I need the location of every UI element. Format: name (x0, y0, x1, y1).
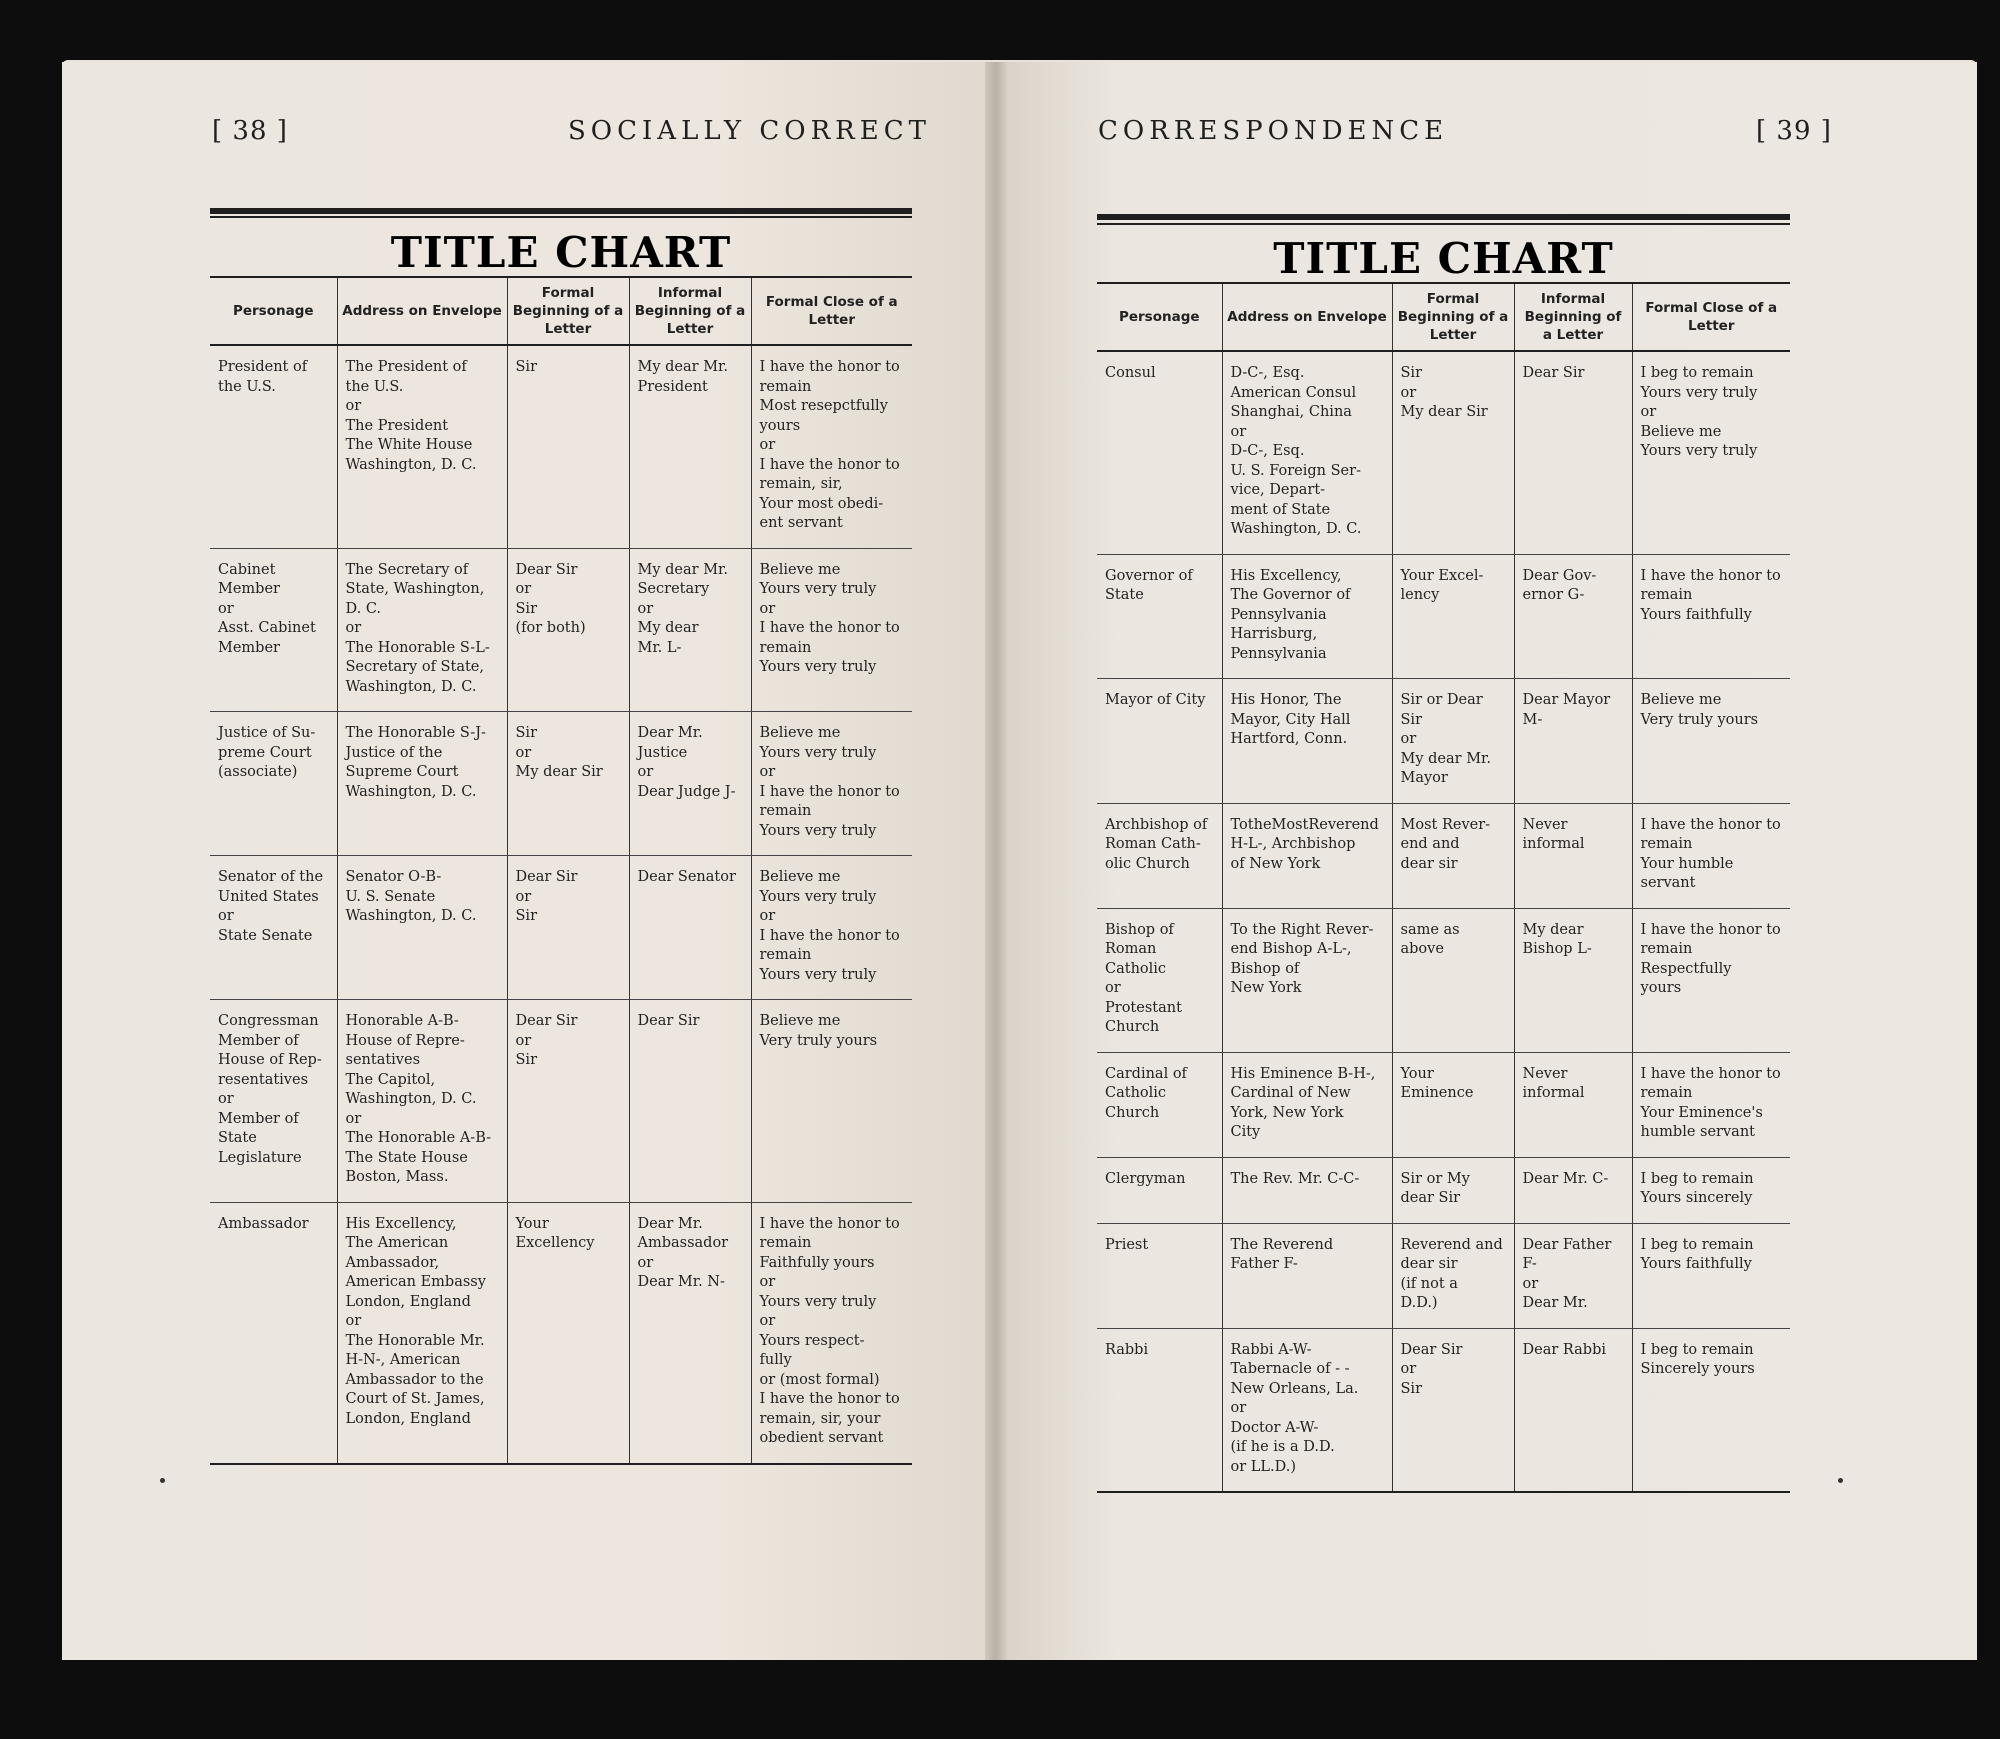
running-head-right: CORRESPONDENCE (1098, 116, 1449, 146)
column-header: Formal Close of a Letter (1632, 283, 1790, 351)
table-cell: Ambassador (210, 1202, 337, 1464)
table-cell: Dear Sir (629, 1000, 751, 1203)
table-cell: To the Right Rever- end Bishop A-L-, Bishop of New York (1222, 908, 1392, 1052)
table-cell: Dear Rabbi (1514, 1328, 1632, 1492)
table-row (1097, 1328, 1790, 1492)
table-cell: I beg to remain Yours faithfully (1632, 1223, 1790, 1328)
table-cell: His Excellency, The Governor of Pennsylvania Harrisburg, Pennsylvania (1222, 554, 1392, 679)
table-row (1097, 908, 1790, 1052)
table-cell: Consul (1097, 351, 1222, 554)
table-cell: I have the honor to remain Yours faithfully (1632, 554, 1790, 679)
table-row (1097, 679, 1790, 804)
column-header: Informal Beginning of a Letter (629, 277, 751, 345)
table-cell: Believe me Yours very truly or I have the honor to remain Yours very truly (751, 548, 912, 712)
table-cell: Dear Father F- or Dear Mr. (1514, 1223, 1632, 1328)
table-cell: Sir or My dear Sir (507, 712, 629, 856)
column-header: Address on Envelope (337, 277, 507, 345)
column-header: Informal Beginning of a Letter (1514, 283, 1632, 351)
column-header: Formal Beginning of a Letter (1392, 283, 1514, 351)
table-row (210, 856, 912, 1000)
table-row (1097, 554, 1790, 679)
table-cell: I have the honor to remain Your Eminence's humble servant (1632, 1052, 1790, 1157)
column-header: Formal Beginning of a Letter (507, 277, 629, 345)
table-cell: Your Eminence (1392, 1052, 1514, 1157)
table-cell: Dear Sir or Sir (507, 1000, 629, 1203)
header-rule-right-thin (1097, 223, 1790, 225)
table-cell: Archbishop of Roman Cath- olic Church (1097, 803, 1222, 908)
header-rule-left-thin (210, 216, 912, 218)
table-row (210, 548, 912, 712)
table-cell: Mayor of City (1097, 679, 1222, 804)
table-row (210, 345, 912, 548)
table-row (210, 712, 912, 856)
column-header: Address on Envelope (1222, 283, 1392, 351)
table-cell: Dear Gov- ernor G- (1514, 554, 1632, 679)
table-cell: Clergyman (1097, 1157, 1222, 1223)
column-header: Formal Close of a Letter (751, 277, 912, 345)
table-cell: Most Rever- end and dear sir (1392, 803, 1514, 908)
table-cell: My dear Bishop L- (1514, 908, 1632, 1052)
table-cell: Priest (1097, 1223, 1222, 1328)
table-row (1097, 351, 1790, 554)
table-cell: My dear Mr. President (629, 345, 751, 548)
column-header: Personage (210, 277, 337, 345)
table-cell: The Secretary of State, Washington, D. C. or The Honorable S-L- Secretary of State, Washington, D. C. (337, 548, 507, 712)
table-cell: TotheMostReverend H-L-, Archbishop of New York (1222, 803, 1392, 908)
table-cell: same as above (1392, 908, 1514, 1052)
table-cell: Believe me Yours very truly or I have the honor to remain Yours very truly (751, 856, 912, 1000)
table-cell: Justice of Su- preme Court (associate) (210, 712, 337, 856)
table-cell: Dear Mr. C- (1514, 1157, 1632, 1223)
table-cell: Dear Sir or Sir (1392, 1328, 1514, 1492)
table-cell: D-C-, Esq. American Consul Shanghai, China or D-C-, Esq. U. S. Foreign Ser- vice, Depart- ment of State Washington, D. C. (1222, 351, 1392, 554)
table-cell: I have the honor to remain Respectfully yours (1632, 908, 1790, 1052)
table-cell: Senator of the United States or State Senate (210, 856, 337, 1000)
table-cell: Sir (507, 345, 629, 548)
table-cell: My dear Mr. Secretary or My dear Mr. L- (629, 548, 751, 712)
table-cell: Dear Sir or Sir (507, 856, 629, 1000)
table-cell: Dear Sir (1514, 351, 1632, 554)
table-cell: Rabbi A-W- Tabernacle of - - New Orleans, La. or Doctor A-W- (if he is a D.D. or LL.D.) (1222, 1328, 1392, 1492)
column-header: Personage (1097, 283, 1222, 351)
table-cell: I have the honor to remain Faithfully yours or Yours very truly or Yours respect- fully or (most formal) I have the honor to remain, sir, your obedient servant (751, 1202, 912, 1464)
table-cell: Sir or My dear Sir (1392, 351, 1514, 554)
paper-speck (1838, 1478, 1843, 1483)
table-cell: Rabbi (1097, 1328, 1222, 1492)
table-cell: The Honorable S-J- Justice of the Supreme Court Washington, D. C. (337, 712, 507, 856)
title-chart-table-right (1097, 282, 1790, 1493)
table-row (1097, 1052, 1790, 1157)
table-row (1097, 1223, 1790, 1328)
table-cell: Dear Mayor M- (1514, 679, 1632, 804)
table-row (210, 1202, 912, 1464)
table-row (210, 1000, 912, 1203)
table-cell: Cabinet Member or Asst. Cabinet Member (210, 548, 337, 712)
table-cell: His Excellency, The American Ambassador, American Embassy London, England or The Honorable Mr. H-N-, American Ambassador to the Court of St. James, London, England (337, 1202, 507, 1464)
table-cell: Cardinal of Catholic Church (1097, 1052, 1222, 1157)
running-head-left: SOCIALLY CORRECT (568, 116, 931, 146)
page-number-right: [ 39 ] (1756, 116, 1832, 146)
table-cell: The Rev. Mr. C-C- (1222, 1157, 1392, 1223)
table-header-row (210, 277, 912, 345)
table-cell: President of the U.S. (210, 345, 337, 548)
table-cell: His Honor, The Mayor, City Hall Hartford, Conn. (1222, 679, 1392, 804)
table-cell: I have the honor to remain Most resepctfully yours or I have the honor to remain, sir, Your most obedi- ent servant (751, 345, 912, 548)
page-number-left: [ 38 ] (212, 116, 288, 146)
table-cell: I beg to remain Yours sincerely (1632, 1157, 1790, 1223)
table-cell: Believe me Very truly yours (751, 1000, 912, 1203)
table-cell: Dear Mr. Ambassador or Dear Mr. N- (629, 1202, 751, 1464)
table-row (1097, 1157, 1790, 1223)
title-chart-table-left (210, 276, 912, 1465)
table-cell: Your Excel- lency (1392, 554, 1514, 679)
table-cell: I beg to remain Yours very truly or Believe me Yours very truly (1632, 351, 1790, 554)
chart-title-left: TITLE CHART (390, 228, 732, 277)
table-cell: Never informal (1514, 1052, 1632, 1157)
table-cell: Reverend and dear sir (if not a D.D.) (1392, 1223, 1514, 1328)
table-cell: I have the honor to remain Your humble servant (1632, 803, 1790, 908)
table-cell: Bishop of Roman Catholic or Protestant Church (1097, 908, 1222, 1052)
table-cell: Dear Senator (629, 856, 751, 1000)
table-header-row (1097, 283, 1790, 351)
table-cell: The Reverend Father F- (1222, 1223, 1392, 1328)
table-cell: Sir or Dear Sir or My dear Mr. Mayor (1392, 679, 1514, 804)
header-rule-left (210, 208, 912, 214)
table-cell: The President of the U.S. or The President The White House Washington, D. C. (337, 345, 507, 548)
table-cell: Dear Mr. Justice or Dear Judge J- (629, 712, 751, 856)
chart-title-right: TITLE CHART (1273, 234, 1614, 283)
book-gutter (985, 62, 1007, 1660)
table-cell: Senator O-B- U. S. Senate Washington, D. C. (337, 856, 507, 1000)
table-cell: I beg to remain Sincerely yours (1632, 1328, 1790, 1492)
table-cell: Congressman Member of House of Rep- resentatives or Member of State Legislature (210, 1000, 337, 1203)
table-cell: Dear Sir or Sir (for both) (507, 548, 629, 712)
table-cell: Never informal (1514, 803, 1632, 908)
table-cell: Honorable A-B- House of Repre- sentatives The Capitol, Washington, D. C. or The Honorable A-B- The State House Boston, Mass. (337, 1000, 507, 1203)
table-cell: His Eminence B-H-, Cardinal of New York, New York City (1222, 1052, 1392, 1157)
paper-speck (160, 1478, 165, 1483)
table-row (1097, 803, 1790, 908)
table-cell: Believe me Yours very truly or I have the honor to remain Yours very truly (751, 712, 912, 856)
table-cell: Believe me Very truly yours (1632, 679, 1790, 804)
table-cell: Your Excellency (507, 1202, 629, 1464)
table-cell: Sir or My dear Sir (1392, 1157, 1514, 1223)
table-cell: Governor of State (1097, 554, 1222, 679)
header-rule-right (1097, 214, 1790, 220)
